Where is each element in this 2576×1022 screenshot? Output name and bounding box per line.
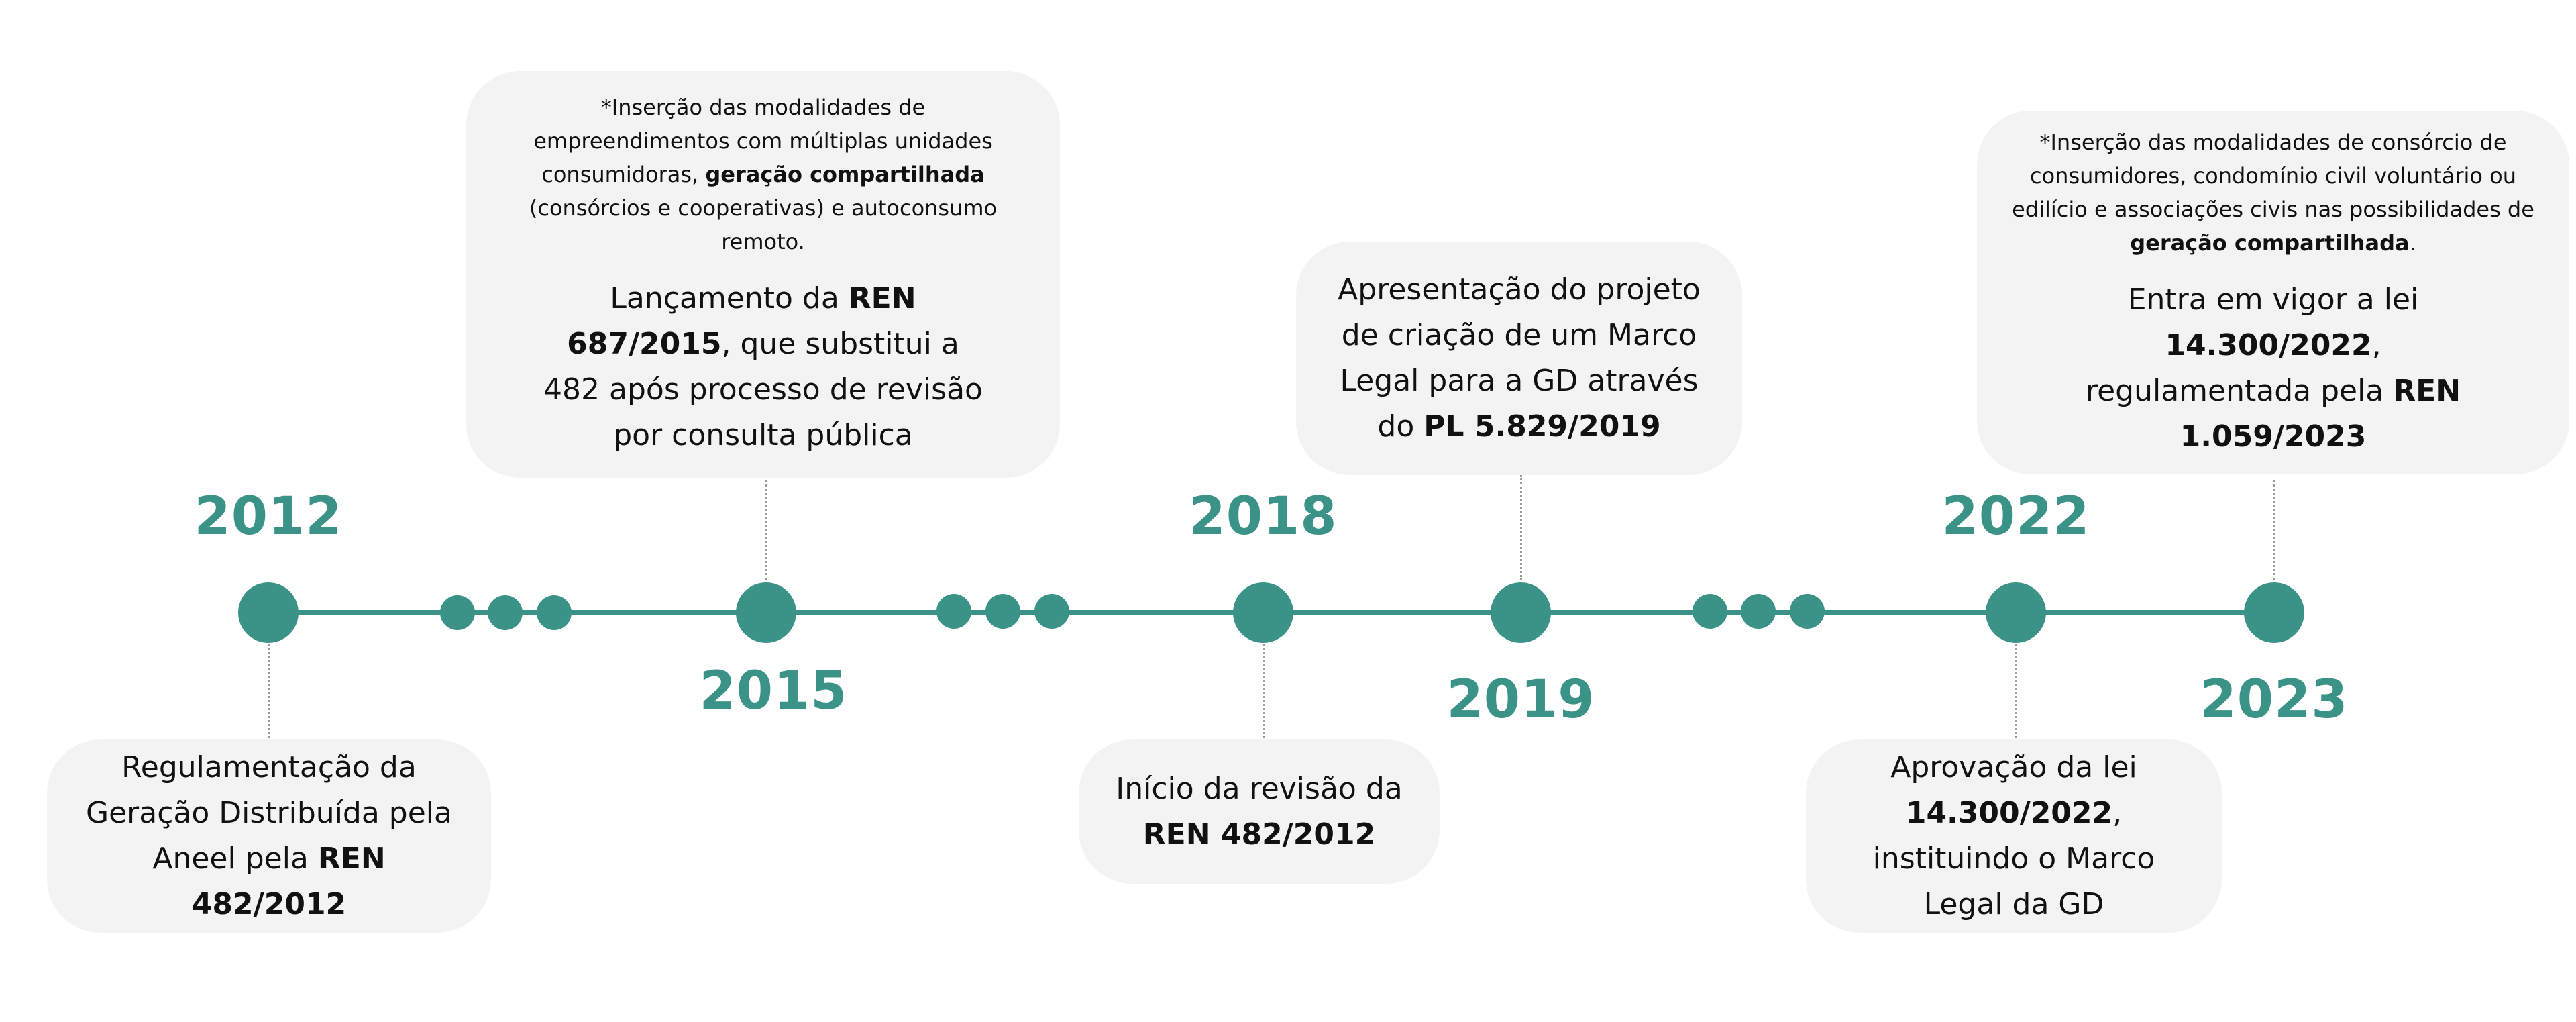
connector-2012 [268,644,270,738]
event-note-part: (consórcios e cooperativas) e autoconsumo remoto. [529,195,998,254]
timeline-gap-dot [1741,594,1776,629]
event-text-part: , que substitui a 482 após processo de revisão por consulta pública [543,327,983,452]
connector-2019 [1520,475,1522,580]
timeline-gap-dot [936,594,971,629]
timeline-node-2012 [238,582,299,643]
year-label-2019: 2019 [1446,670,1595,730]
event-card-2022 [1806,739,2222,933]
timeline-gap-dot [537,595,572,630]
event-note-part: *Inserção das modalidades de consórcio de consumidores, condomínio civil voluntário ou edilício e associações civis nas possibilidades de [2012,130,2534,222]
event-note-highlight: geração compartilhada [705,162,985,187]
timeline-gap-dot [1693,594,1727,629]
event-text-2018 [1106,766,1413,858]
timeline-gap-dot [440,595,475,630]
year-label-2018: 2018 [1189,487,1338,547]
event-text-part: Aprovação da lei [1890,750,2137,784]
event-card-2018 [1079,739,1440,884]
timeline-node-2023 [2244,582,2304,643]
event-text-2023 [2010,277,2536,460]
event-text-part: Entra em vigor a lei [2127,283,2419,317]
event-text-part: Início da revisão da [1116,771,1403,806]
event-text-2019 [1323,267,1715,450]
event-card-2023 [1977,111,2569,474]
event-note-part: . [2409,230,2416,256]
timeline-node-2018 [1233,582,1293,643]
connector-2015 [765,480,767,580]
event-text-part: Regulamentação da Geração Distribuída pela Aneel pela [86,750,452,876]
year-label-2012: 2012 [194,487,343,547]
event-text-highlight: REN 1.059/2023 [2180,374,2461,454]
timeline-node-2015 [736,582,796,643]
event-text-part: Apresentação do projeto de criação de um Marco Legal para a GD através do [1338,272,1701,444]
event-text-2015 [506,276,1020,458]
event-text-highlight: REN 482/2012 [191,841,386,921]
event-note-part: *Inserção das modalidades de empreendimentos com múltiplas unidades consumidoras, [533,95,993,187]
timeline-gap-dot [1790,594,1825,629]
connector-2022 [2015,644,2017,738]
event-text-2022 [1839,745,2188,927]
event-card-2019 [1296,242,1742,475]
event-card-2015 [466,71,1060,478]
timeline-node-2019 [1491,582,1551,643]
connector-2018 [1263,644,1265,738]
year-label-2022: 2022 [1941,487,2090,547]
event-text-part: , instituindo o Marco Legal da GD [1872,796,2155,921]
event-text-highlight: REN 687/2015 [567,281,916,361]
timeline-gap-dot [985,594,1020,629]
event-card-2012 [47,739,491,933]
event-text-highlight: PL 5.829/2019 [1424,409,1661,444]
timeline-gap-dot [1034,594,1069,629]
timeline-node-2022 [1986,582,2046,643]
event-note-2015 [506,91,1020,258]
connector-2023 [2273,480,2275,580]
event-text-highlight: 14.300/2022 [2165,328,2372,362]
event-text-part: Lançamento da [610,281,849,315]
timeline-gap-dot [488,595,523,630]
event-note-highlight: geração compartilhada [2130,230,2410,256]
event-note-2023 [2010,125,2536,260]
event-text-2012 [74,745,464,927]
year-label-2023: 2023 [2200,670,2349,730]
year-label-2015: 2015 [699,661,848,721]
event-text-part: , regulamentada pela [2085,328,2394,408]
event-text-highlight: REN 482/2012 [1142,817,1376,852]
event-text-highlight: 14.300/2022 [1905,796,2113,830]
